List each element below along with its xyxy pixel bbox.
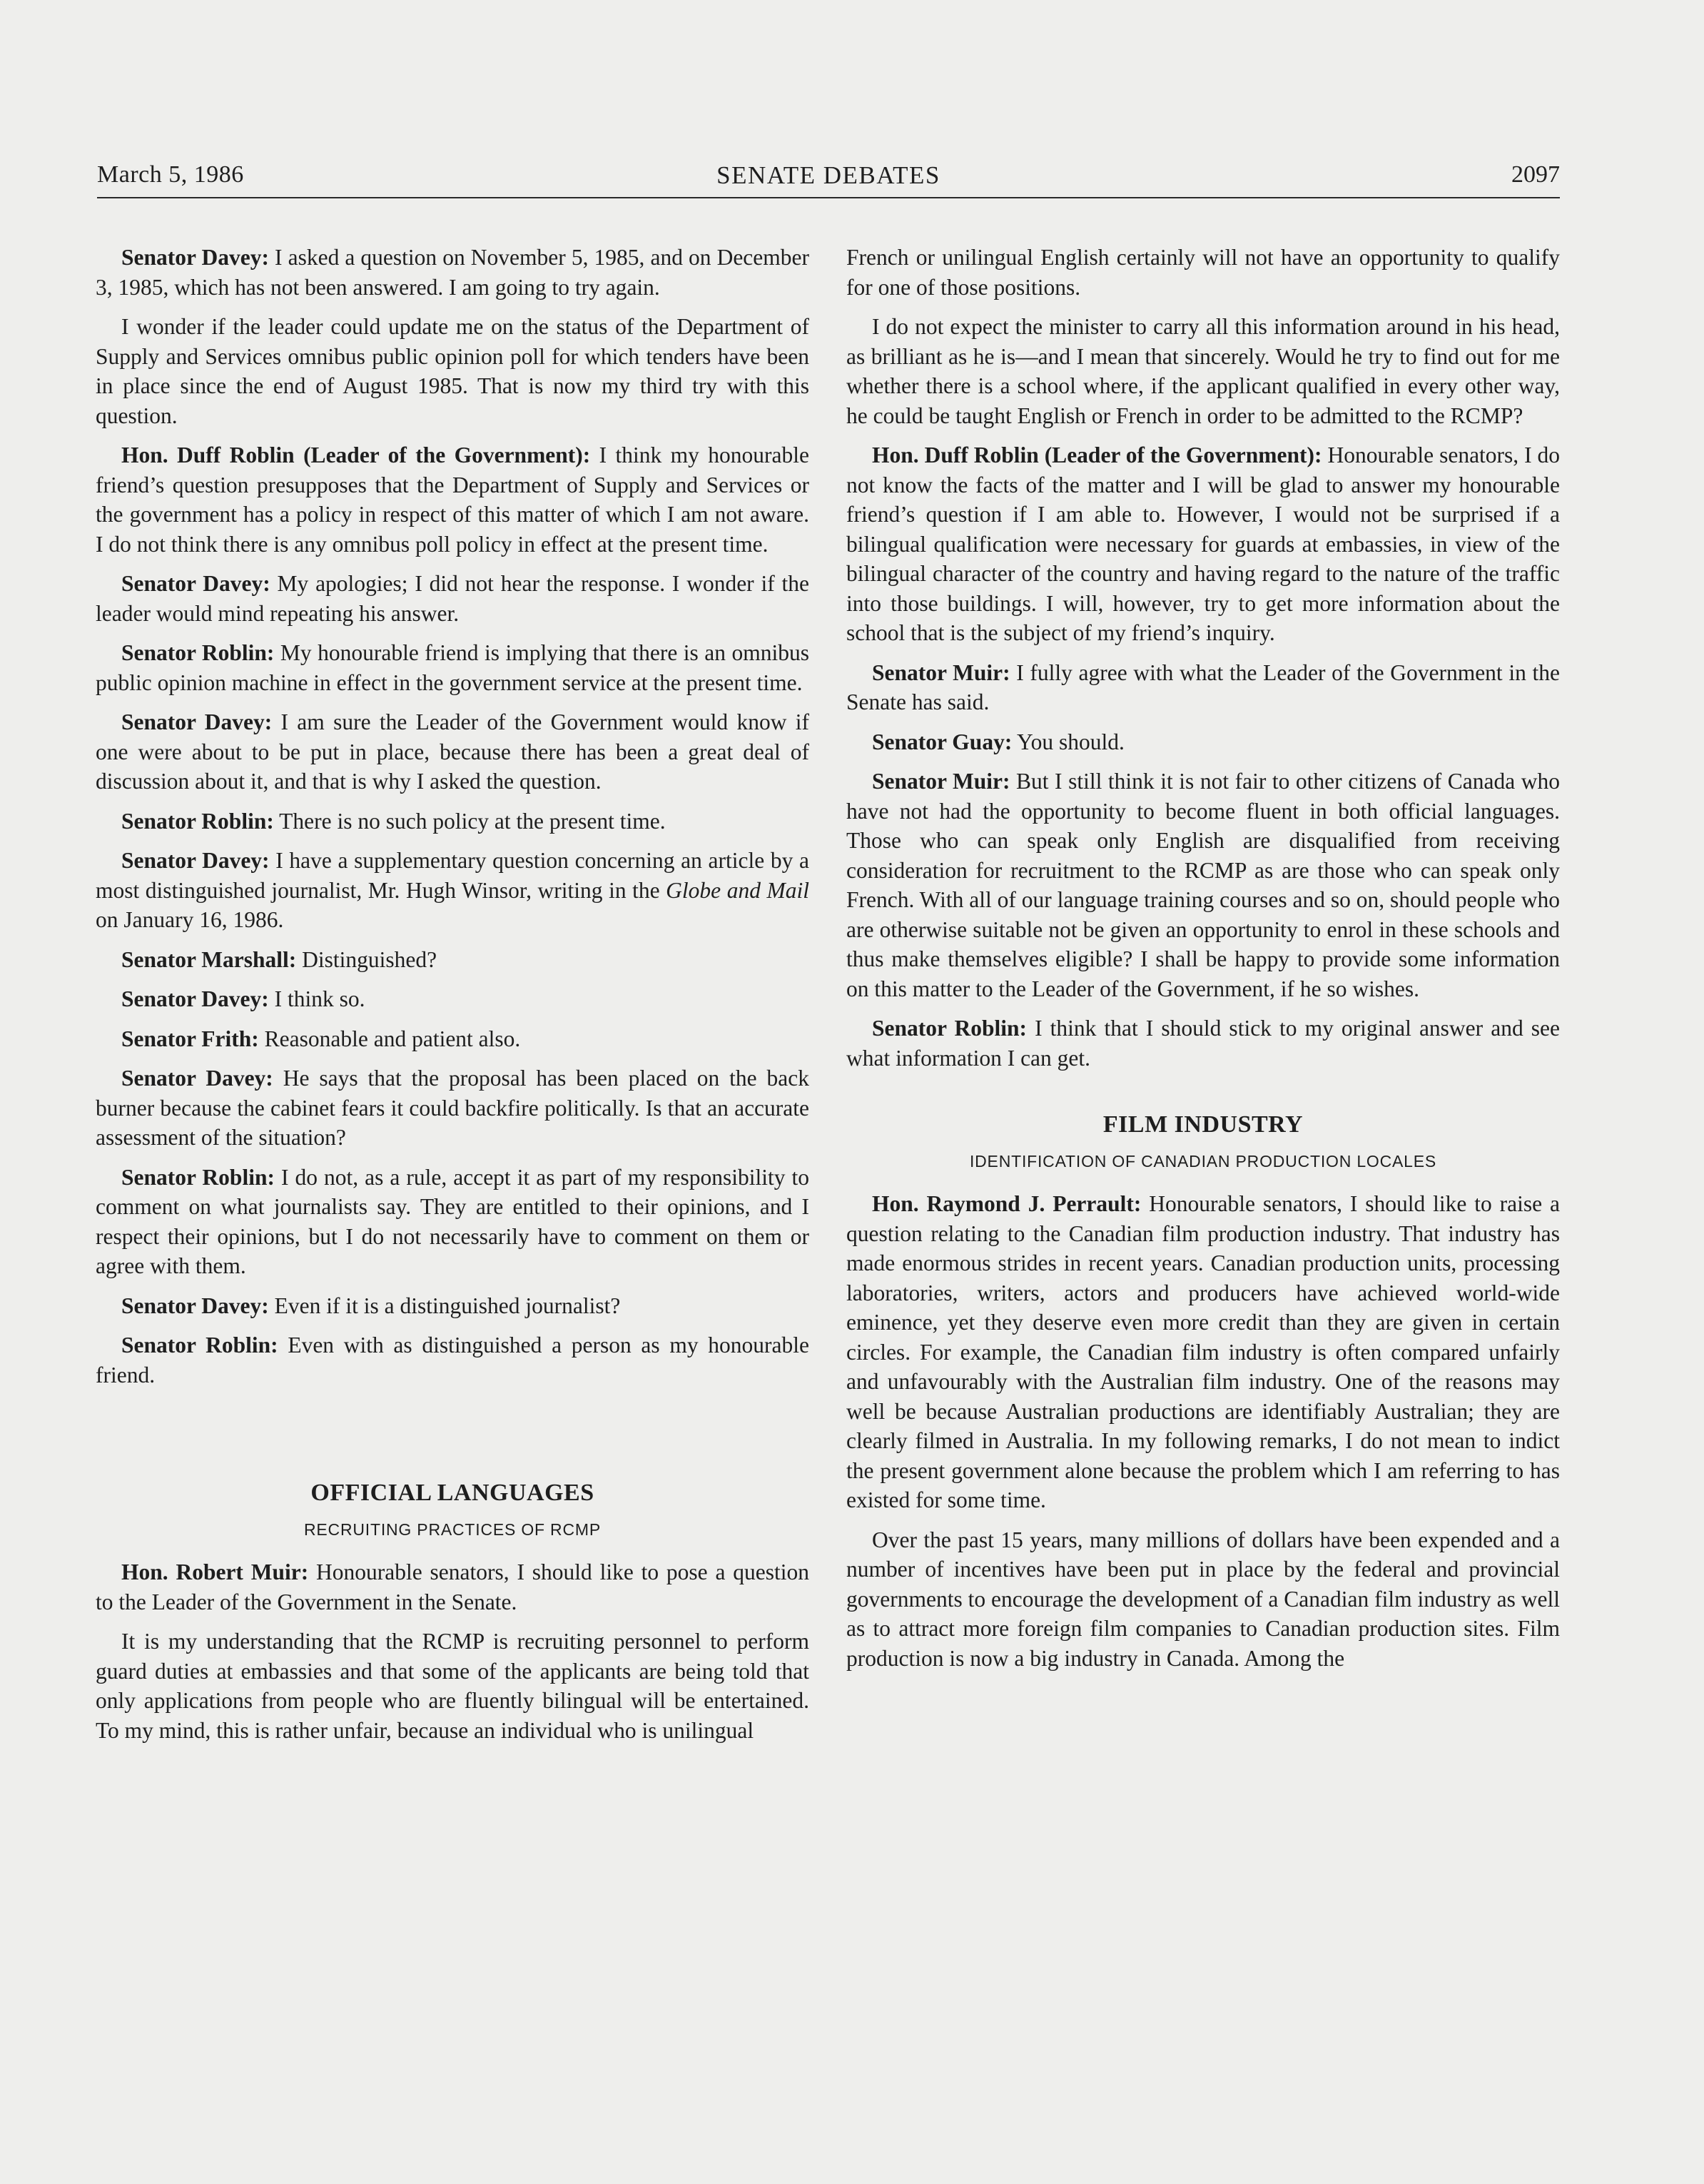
speaker-name: Senator Davey: bbox=[121, 709, 273, 734]
paragraph-text: I asked a question on November 5, 1985, and on December 3, 1985, which has not been answered. I am going to try again. bbox=[96, 245, 809, 300]
paragraph-text: You should. bbox=[1012, 729, 1125, 754]
paragraph-text: My apologies; I did not hear the response. I wonder if the leader would mind repeating his answer. bbox=[96, 571, 809, 626]
paragraph bbox=[846, 658, 1560, 717]
speaker-name: Senator Davey: bbox=[121, 1293, 269, 1318]
paragraph bbox=[96, 312, 809, 430]
paragraph-text: Over the past 15 years, many millions of dollars have been expended and a number of incentives have been put in place by the federal and provincial governments to encourage the development of a Canadian film industry as well as to attract more foreign film companies to Canadian production sites. Film production is now a big industry in Canada. Among the bbox=[846, 1527, 1560, 1671]
paragraph bbox=[846, 1189, 1560, 1515]
left-column bbox=[96, 243, 809, 1755]
paragraph-text: I think that I should stick to my original answer and see what information I can get. bbox=[846, 1016, 1560, 1071]
speaker-name: Senator Roblin: bbox=[121, 640, 275, 665]
paragraph-text: Honourable senators, I do not know the facts of the matter and I will be glad to answer my honourable friend’s question if I am able to. However, I would not be surprised if a bilingual qualification were necessary for guards at embassies, in view of the bilingual character of the country and having regard to the nature of the traffic into those buildings. I will, however, try to get more information about the school that is the subject of my friend’s inquiry. bbox=[846, 443, 1561, 645]
speaker-name: Senator Davey: bbox=[121, 986, 269, 1011]
speaker-name: Senator Muir: bbox=[872, 659, 1010, 685]
section-spacer bbox=[846, 1083, 1560, 1110]
speaker-name: Senator Marshall: bbox=[121, 946, 297, 972]
paragraph-text: Honourable senators, I should like to pose a question to the Leader of the Government in the Senate. bbox=[96, 1559, 810, 1614]
paragraph bbox=[96, 1627, 809, 1745]
paragraph-text: Reasonable and patient also. bbox=[258, 1026, 521, 1051]
paragraph bbox=[96, 707, 809, 797]
speaker-name: Senator Davey: bbox=[121, 1066, 273, 1091]
paragraph bbox=[846, 767, 1560, 1003]
speaker-name: Senator Roblin: bbox=[121, 1164, 275, 1190]
speaker-name: Senator Muir: bbox=[872, 769, 1010, 794]
paragraph-text: I think my honourable friend’s question presupposes that the Department of Supply and Services or the government has a policy in respect of this matter of which I am not aware. I do not think there is any omnibus poll policy in effect at the present time. bbox=[96, 443, 809, 557]
speaker-name: Senator Roblin: bbox=[121, 1333, 278, 1358]
speaker-name: Senator Guay: bbox=[872, 729, 1013, 754]
paragraph bbox=[96, 638, 809, 697]
speaker-name: Hon. Duff Roblin (Leader of the Government): bbox=[121, 443, 591, 467]
speaker-name: Hon. Duff Roblin (Leader of the Government): bbox=[872, 443, 1322, 467]
speaker-name: Senator Frith: bbox=[121, 1026, 259, 1051]
paragraph-text: It is my understanding that the RCMP is recruiting personnel to perform guard duties at embassies and that some of the applicants are being told that only applications from people who are fluently bilingual will be entertained. To my mind, this is rather unfair, because an individual who is unilingual bbox=[96, 1629, 809, 1743]
paragraph-text: Even with as distinguished a person as my honourable friend. bbox=[96, 1333, 809, 1387]
paragraph bbox=[96, 846, 809, 935]
paragraph-text: There is no such policy at the present time. bbox=[273, 808, 666, 834]
paragraph-text: I fully agree with what the Leader of the Government in the Senate has said. bbox=[846, 659, 1560, 714]
paragraph bbox=[846, 727, 1560, 757]
paragraph-text: French or unilingual English certainly will not have an opportunity to qualify for one of those positions. bbox=[846, 245, 1560, 300]
paragraph-text: Distinguished? bbox=[296, 946, 437, 972]
page-number: 2097 bbox=[1511, 161, 1560, 188]
paragraph-text: I do not, as a rule, accept it as part of my responsibility to comment on what journalists say. They are entitled to their opinions, and I respect their opinions, but I do not necessarily have to comment on them or agree with them. bbox=[96, 1164, 809, 1278]
paragraph bbox=[96, 1291, 809, 1321]
paragraph bbox=[846, 243, 1560, 302]
paragraph bbox=[96, 984, 809, 1014]
speaker-name: Hon. Robert Muir: bbox=[121, 1559, 309, 1584]
publication-name: Globe and Mail bbox=[666, 877, 809, 903]
section-heading: OFFICIAL LANGUAGES bbox=[310, 1480, 594, 1506]
paragraph bbox=[96, 1063, 809, 1153]
paragraph-text: Even if it is a distinguished journalist? bbox=[268, 1293, 621, 1318]
paragraph-text: I have a supplementary question concerning an article by a most distinguished journalist, Mr. Hugh Winsor, writing in the bbox=[96, 848, 809, 903]
speaker-name: Senator Davey: bbox=[121, 571, 270, 596]
paragraph bbox=[96, 569, 809, 628]
paragraph bbox=[846, 1525, 1560, 1674]
speaker-name: Senator Davey: bbox=[121, 848, 270, 873]
speaker-name: Hon. Raymond J. Perrault: bbox=[872, 1191, 1142, 1216]
paragraph-text: I think so. bbox=[268, 986, 365, 1011]
right-column bbox=[846, 243, 1560, 1683]
section-spacer bbox=[96, 1400, 809, 1478]
paragraph-text: I am sure the Leader of the Government would know if one were about to be put in place, because there has been a great deal of discussion about it, and that is why I asked the question. bbox=[96, 709, 810, 794]
section-subheading: RECRUITING PRACTICES OF RCMP bbox=[304, 1520, 601, 1539]
paragraph bbox=[96, 243, 809, 302]
paragraph-text: I wonder if the leader could update me on the status of the Department of Supply and Services omnibus public opinion poll for which tenders have been in place since the end of August 1985. That is now my third try with this question. bbox=[96, 314, 809, 428]
paragraph-text: on January 16, 1986. bbox=[96, 907, 284, 932]
paragraph bbox=[96, 1024, 809, 1054]
speaker-name: Senator Davey: bbox=[121, 245, 269, 270]
speaker-name: Senator Roblin: bbox=[121, 808, 274, 834]
paragraph-text: He says that the proposal has been placed on the back burner because the cabinet fears it could backfire politically. Is that an accurate assessment of the situation? bbox=[96, 1066, 809, 1150]
section-heading: FILM INDUSTRY bbox=[1102, 1111, 1304, 1138]
paragraph bbox=[96, 1163, 809, 1281]
paragraph bbox=[846, 1013, 1560, 1073]
paragraph-text: But I still think it is not fair to other citizens of Canada who have not had the opportunity to become fluent in both official languages. Those who can speak only English are disqualified from receiving consideration for recruitment to the RCMP as are those who can speak only French. With all of our language training courses and so on, should people who are otherwise suitable not be given an opportunity to enrol in these schools and thus make themselves eligible? I shall be happy to provide some information on this matter to the Leader of the Government, if he so wishes. bbox=[846, 769, 1560, 1001]
paragraph bbox=[96, 945, 809, 975]
running-header bbox=[97, 161, 1560, 198]
section-subheading: IDENTIFICATION OF CANADIAN PRODUCTION LOCALES bbox=[969, 1151, 1437, 1171]
paragraph bbox=[846, 440, 1560, 648]
paragraph bbox=[96, 440, 809, 559]
paragraph bbox=[96, 1557, 809, 1617]
header-date: March 5, 1986 bbox=[97, 161, 244, 188]
paragraph bbox=[96, 807, 809, 836]
speaker-name: Senator Roblin: bbox=[872, 1016, 1028, 1041]
paragraph-text: I do not expect the minister to carry all this information around in his head, as brilliant as he is—and I mean that sincerely. Would he try to find out for me whether there is a school where, if the applicant qualified in every other way, he could be taught English or French in order to be admitted to the RCMP? bbox=[846, 314, 1560, 428]
header-title: SENATE DEBATES bbox=[716, 161, 940, 189]
paragraph-text: My honourable friend is implying that there is an omnibus public opinion machine in effect in the government service at the present time. bbox=[96, 640, 809, 695]
paragraph bbox=[846, 312, 1560, 430]
paragraph-text: Honourable senators, I should like to raise a question relating to the Canadian film production industry. That industry has made enormous strides in recent years. Canadian production units, processing laboratories, writers, actors and producers have achieved world-wide eminence, yet they deserve even more credit than they are given in certain circles. For example, the Canadian film industry is often compared unfairly and unfavourably with the Australian film industry. One of the reasons may well be because Australian productions are identifiably Australian; they are clearly filmed in Australia. In my following remarks, I do not mean to indict the present government alone because the problem which I am referring to has existed for some time. bbox=[846, 1191, 1560, 1512]
paragraph bbox=[96, 1330, 809, 1390]
